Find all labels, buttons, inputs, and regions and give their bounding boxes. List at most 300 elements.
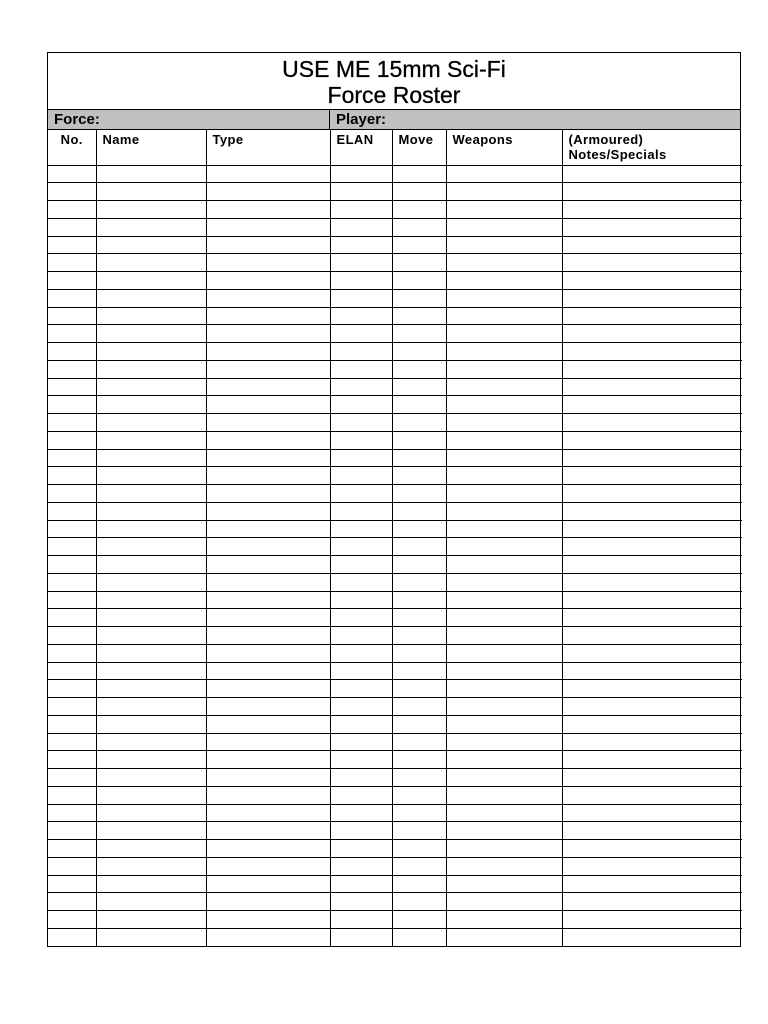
cell-name[interactable] [96,289,206,307]
cell-type[interactable] [206,822,330,840]
cell-move[interactable] [392,520,446,538]
cell-type[interactable] [206,218,330,236]
cell-name[interactable] [96,467,206,485]
cell-type[interactable] [206,911,330,929]
cell-notes[interactable] [562,875,742,893]
cell-notes[interactable] [562,272,742,290]
cell-name[interactable] [96,822,206,840]
cell-move[interactable] [392,644,446,662]
cell-weapons[interactable] [446,307,562,325]
cell-name[interactable] [96,769,206,787]
cell-move[interactable] [392,378,446,396]
cell-move[interactable] [392,431,446,449]
player-field[interactable] [330,110,740,129]
cell-move[interactable] [392,289,446,307]
cell-move[interactable] [392,840,446,858]
cell-name[interactable] [96,449,206,467]
cell-name[interactable] [96,804,206,822]
cell-move[interactable] [392,325,446,343]
cell-name[interactable] [96,751,206,769]
cell-no[interactable] [48,556,96,574]
cell-no[interactable] [48,502,96,520]
cell-type[interactable] [206,236,330,254]
cell-type[interactable] [206,698,330,716]
cell-move[interactable] [392,165,446,183]
cell-weapons[interactable] [446,520,562,538]
cell-weapons[interactable] [446,183,562,201]
cell-type[interactable] [206,414,330,432]
cell-no[interactable] [48,272,96,290]
cell-move[interactable] [392,449,446,467]
cell-name[interactable] [96,715,206,733]
cell-weapons[interactable] [446,343,562,361]
cell-no[interactable] [48,254,96,272]
cell-no[interactable] [48,485,96,503]
cell-weapons[interactable] [446,414,562,432]
cell-notes[interactable] [562,627,742,645]
cell-notes[interactable] [562,449,742,467]
cell-no[interactable] [48,751,96,769]
cell-weapons[interactable] [446,573,562,591]
cell-notes[interactable] [562,751,742,769]
cell-no[interactable] [48,644,96,662]
cell-move[interactable] [392,698,446,716]
cell-move[interactable] [392,538,446,556]
cell-name[interactable] [96,272,206,290]
cell-move[interactable] [392,556,446,574]
cell-notes[interactable] [562,236,742,254]
cell-weapons[interactable] [446,325,562,343]
cell-notes[interactable] [562,325,742,343]
cell-type[interactable] [206,538,330,556]
cell-weapons[interactable] [446,627,562,645]
cell-no[interactable] [48,715,96,733]
cell-elan[interactable] [330,591,392,609]
cell-weapons[interactable] [446,254,562,272]
cell-type[interactable] [206,502,330,520]
cell-weapons[interactable] [446,201,562,219]
cell-no[interactable] [48,698,96,716]
cell-notes[interactable] [562,715,742,733]
cell-weapons[interactable] [446,680,562,698]
cell-no[interactable] [48,396,96,414]
cell-weapons[interactable] [446,556,562,574]
cell-notes[interactable] [562,644,742,662]
cell-no[interactable] [48,236,96,254]
cell-weapons[interactable] [446,893,562,911]
cell-no[interactable] [48,467,96,485]
cell-name[interactable] [96,627,206,645]
cell-no[interactable] [48,840,96,858]
cell-name[interactable] [96,644,206,662]
cell-no[interactable] [48,449,96,467]
cell-move[interactable] [392,769,446,787]
cell-type[interactable] [206,627,330,645]
cell-move[interactable] [392,218,446,236]
cell-no[interactable] [48,609,96,627]
cell-elan[interactable] [330,272,392,290]
cell-name[interactable] [96,254,206,272]
cell-move[interactable] [392,893,446,911]
cell-no[interactable] [48,289,96,307]
cell-type[interactable] [206,573,330,591]
cell-elan[interactable] [330,698,392,716]
cell-type[interactable] [206,396,330,414]
cell-weapons[interactable] [446,272,562,290]
cell-notes[interactable] [562,840,742,858]
cell-move[interactable] [392,804,446,822]
cell-weapons[interactable] [446,538,562,556]
cell-no[interactable] [48,307,96,325]
cell-notes[interactable] [562,289,742,307]
cell-no[interactable] [48,573,96,591]
cell-type[interactable] [206,343,330,361]
cell-notes[interactable] [562,201,742,219]
cell-name[interactable] [96,502,206,520]
cell-type[interactable] [206,165,330,183]
cell-type[interactable] [206,520,330,538]
cell-move[interactable] [392,485,446,503]
cell-elan[interactable] [330,289,392,307]
cell-notes[interactable] [562,165,742,183]
cell-move[interactable] [392,502,446,520]
cell-type[interactable] [206,307,330,325]
cell-name[interactable] [96,875,206,893]
cell-weapons[interactable] [446,289,562,307]
cell-weapons[interactable] [446,911,562,929]
cell-elan[interactable] [330,165,392,183]
cell-move[interactable] [392,733,446,751]
cell-name[interactable] [96,183,206,201]
cell-elan[interactable] [330,733,392,751]
cell-notes[interactable] [562,431,742,449]
cell-notes[interactable] [562,467,742,485]
cell-weapons[interactable] [446,840,562,858]
cell-move[interactable] [392,751,446,769]
cell-type[interactable] [206,378,330,396]
cell-weapons[interactable] [446,467,562,485]
cell-weapons[interactable] [446,360,562,378]
cell-name[interactable] [96,573,206,591]
cell-no[interactable] [48,662,96,680]
cell-notes[interactable] [562,698,742,716]
cell-no[interactable] [48,893,96,911]
cell-name[interactable] [96,396,206,414]
cell-type[interactable] [206,893,330,911]
cell-notes[interactable] [562,911,742,929]
cell-type[interactable] [206,591,330,609]
cell-type[interactable] [206,751,330,769]
cell-name[interactable] [96,733,206,751]
cell-notes[interactable] [562,307,742,325]
cell-notes[interactable] [562,502,742,520]
cell-name[interactable] [96,360,206,378]
cell-weapons[interactable] [446,875,562,893]
cell-move[interactable] [392,857,446,875]
cell-elan[interactable] [330,485,392,503]
cell-name[interactable] [96,431,206,449]
cell-move[interactable] [392,396,446,414]
cell-type[interactable] [206,680,330,698]
cell-no[interactable] [48,414,96,432]
cell-elan[interactable] [330,911,392,929]
cell-notes[interactable] [562,857,742,875]
cell-type[interactable] [206,733,330,751]
cell-weapons[interactable] [446,591,562,609]
cell-move[interactable] [392,911,446,929]
cell-no[interactable] [48,804,96,822]
cell-weapons[interactable] [446,698,562,716]
cell-type[interactable] [206,875,330,893]
cell-move[interactable] [392,928,446,946]
cell-weapons[interactable] [446,733,562,751]
cell-elan[interactable] [330,414,392,432]
cell-name[interactable] [96,538,206,556]
cell-weapons[interactable] [446,786,562,804]
cell-move[interactable] [392,875,446,893]
cell-elan[interactable] [330,928,392,946]
cell-elan[interactable] [330,360,392,378]
cell-elan[interactable] [330,183,392,201]
cell-notes[interactable] [562,414,742,432]
cell-type[interactable] [206,786,330,804]
cell-elan[interactable] [330,254,392,272]
cell-name[interactable] [96,591,206,609]
cell-move[interactable] [392,201,446,219]
cell-move[interactable] [392,236,446,254]
cell-type[interactable] [206,431,330,449]
cell-weapons[interactable] [446,485,562,503]
cell-elan[interactable] [330,520,392,538]
cell-elan[interactable] [330,467,392,485]
cell-elan[interactable] [330,822,392,840]
cell-name[interactable] [96,218,206,236]
cell-notes[interactable] [562,485,742,503]
cell-name[interactable] [96,609,206,627]
cell-elan[interactable] [330,840,392,858]
cell-type[interactable] [206,485,330,503]
cell-notes[interactable] [562,928,742,946]
cell-weapons[interactable] [446,396,562,414]
cell-elan[interactable] [330,325,392,343]
cell-notes[interactable] [562,804,742,822]
cell-move[interactable] [392,680,446,698]
cell-name[interactable] [96,680,206,698]
cell-type[interactable] [206,325,330,343]
cell-elan[interactable] [330,538,392,556]
cell-type[interactable] [206,183,330,201]
cell-type[interactable] [206,928,330,946]
cell-notes[interactable] [562,254,742,272]
cell-no[interactable] [48,591,96,609]
cell-notes[interactable] [562,183,742,201]
cell-weapons[interactable] [446,928,562,946]
cell-elan[interactable] [330,201,392,219]
cell-no[interactable] [48,201,96,219]
cell-no[interactable] [48,627,96,645]
cell-name[interactable] [96,236,206,254]
cell-name[interactable] [96,786,206,804]
cell-elan[interactable] [330,378,392,396]
cell-name[interactable] [96,662,206,680]
cell-type[interactable] [206,467,330,485]
cell-no[interactable] [48,928,96,946]
cell-move[interactable] [392,360,446,378]
cell-notes[interactable] [562,680,742,698]
cell-name[interactable] [96,928,206,946]
cell-type[interactable] [206,556,330,574]
cell-name[interactable] [96,378,206,396]
cell-type[interactable] [206,840,330,858]
cell-notes[interactable] [562,573,742,591]
cell-elan[interactable] [330,715,392,733]
cell-notes[interactable] [562,396,742,414]
cell-type[interactable] [206,449,330,467]
cell-elan[interactable] [330,786,392,804]
cell-no[interactable] [48,538,96,556]
cell-no[interactable] [48,378,96,396]
cell-elan[interactable] [330,751,392,769]
cell-notes[interactable] [562,733,742,751]
cell-no[interactable] [48,165,96,183]
cell-no[interactable] [48,911,96,929]
cell-notes[interactable] [562,538,742,556]
cell-name[interactable] [96,485,206,503]
cell-weapons[interactable] [446,165,562,183]
cell-elan[interactable] [330,396,392,414]
cell-name[interactable] [96,201,206,219]
cell-elan[interactable] [330,769,392,787]
cell-notes[interactable] [562,360,742,378]
cell-weapons[interactable] [446,431,562,449]
cell-type[interactable] [206,272,330,290]
cell-weapons[interactable] [446,822,562,840]
cell-weapons[interactable] [446,804,562,822]
cell-name[interactable] [96,307,206,325]
cell-notes[interactable] [562,378,742,396]
cell-move[interactable] [392,254,446,272]
cell-no[interactable] [48,325,96,343]
cell-type[interactable] [206,769,330,787]
cell-type[interactable] [206,804,330,822]
cell-notes[interactable] [562,520,742,538]
cell-weapons[interactable] [446,769,562,787]
cell-name[interactable] [96,520,206,538]
cell-move[interactable] [392,467,446,485]
cell-elan[interactable] [330,662,392,680]
cell-weapons[interactable] [446,378,562,396]
cell-type[interactable] [206,609,330,627]
cell-elan[interactable] [330,236,392,254]
cell-name[interactable] [96,698,206,716]
cell-elan[interactable] [330,644,392,662]
cell-notes[interactable] [562,893,742,911]
cell-weapons[interactable] [446,644,562,662]
cell-notes[interactable] [562,556,742,574]
cell-name[interactable] [96,893,206,911]
cell-move[interactable] [392,715,446,733]
cell-notes[interactable] [562,591,742,609]
cell-name[interactable] [96,165,206,183]
cell-elan[interactable] [330,307,392,325]
cell-move[interactable] [392,343,446,361]
cell-name[interactable] [96,325,206,343]
cell-no[interactable] [48,857,96,875]
cell-no[interactable] [48,343,96,361]
cell-type[interactable] [206,662,330,680]
cell-no[interactable] [48,183,96,201]
cell-elan[interactable] [330,502,392,520]
cell-type[interactable] [206,289,330,307]
cell-weapons[interactable] [446,502,562,520]
force-field[interactable] [48,110,330,129]
cell-no[interactable] [48,822,96,840]
cell-no[interactable] [48,680,96,698]
cell-elan[interactable] [330,680,392,698]
cell-elan[interactable] [330,449,392,467]
cell-name[interactable] [96,911,206,929]
cell-weapons[interactable] [446,236,562,254]
cell-name[interactable] [96,840,206,858]
cell-elan[interactable] [330,893,392,911]
cell-elan[interactable] [330,573,392,591]
cell-no[interactable] [48,875,96,893]
cell-move[interactable] [392,609,446,627]
cell-no[interactable] [48,360,96,378]
cell-move[interactable] [392,307,446,325]
cell-weapons[interactable] [446,751,562,769]
cell-move[interactable] [392,272,446,290]
cell-move[interactable] [392,822,446,840]
cell-no[interactable] [48,786,96,804]
cell-weapons[interactable] [446,857,562,875]
cell-no[interactable] [48,769,96,787]
cell-type[interactable] [206,644,330,662]
cell-elan[interactable] [330,627,392,645]
cell-weapons[interactable] [446,715,562,733]
cell-no[interactable] [48,218,96,236]
cell-move[interactable] [392,662,446,680]
cell-notes[interactable] [562,769,742,787]
cell-elan[interactable] [330,218,392,236]
cell-weapons[interactable] [446,662,562,680]
cell-move[interactable] [392,591,446,609]
cell-move[interactable] [392,573,446,591]
cell-elan[interactable] [330,804,392,822]
cell-notes[interactable] [562,822,742,840]
cell-type[interactable] [206,201,330,219]
cell-elan[interactable] [330,556,392,574]
cell-name[interactable] [96,857,206,875]
cell-move[interactable] [392,786,446,804]
cell-move[interactable] [392,414,446,432]
cell-move[interactable] [392,183,446,201]
cell-move[interactable] [392,627,446,645]
cell-notes[interactable] [562,343,742,361]
cell-name[interactable] [96,414,206,432]
cell-notes[interactable] [562,662,742,680]
cell-elan[interactable] [330,875,392,893]
cell-notes[interactable] [562,609,742,627]
cell-weapons[interactable] [446,609,562,627]
cell-weapons[interactable] [446,218,562,236]
cell-elan[interactable] [330,431,392,449]
cell-no[interactable] [48,733,96,751]
cell-type[interactable] [206,715,330,733]
cell-elan[interactable] [330,609,392,627]
cell-name[interactable] [96,343,206,361]
cell-notes[interactable] [562,218,742,236]
